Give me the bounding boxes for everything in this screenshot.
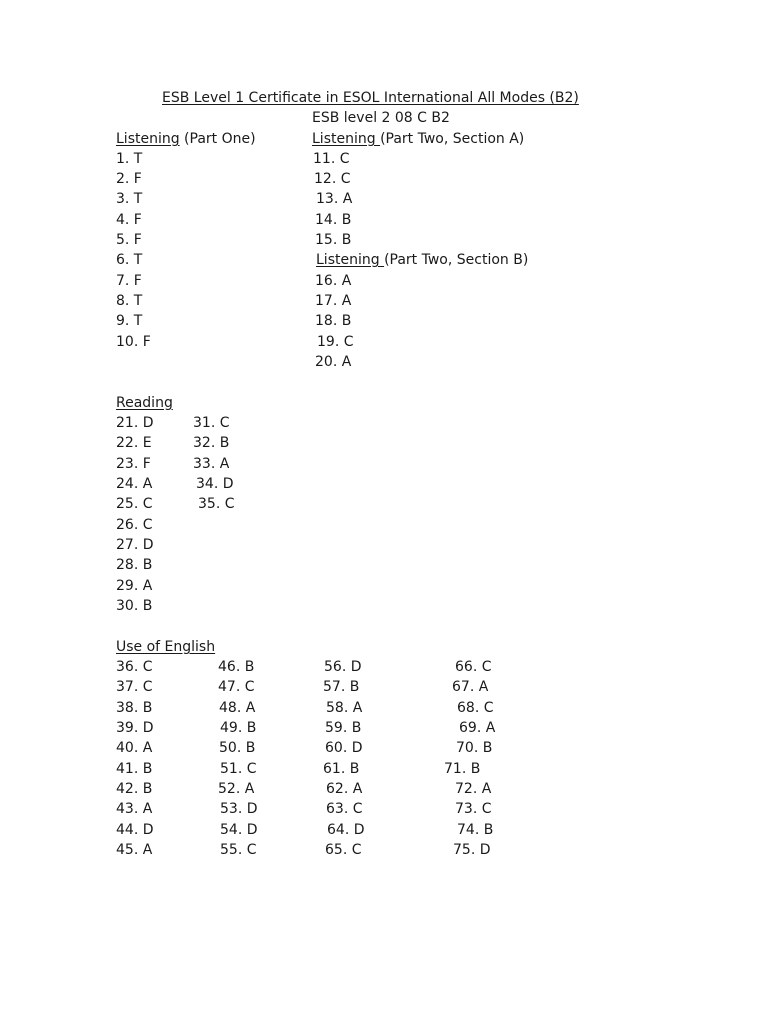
reading-heading: Reading bbox=[116, 395, 173, 411]
answer-item: 40. A bbox=[116, 740, 153, 756]
answer-item: 49. B bbox=[220, 720, 257, 736]
listening-part-one-heading bbox=[116, 129, 256, 149]
answer-item: 10. F bbox=[116, 334, 151, 350]
answer-item: 18. B bbox=[315, 313, 352, 329]
answer-item: 17. A bbox=[315, 293, 352, 309]
answer-item: 5. F bbox=[116, 232, 142, 248]
answer-item: 61. B bbox=[323, 761, 360, 777]
answer-item: 29. A bbox=[116, 578, 153, 594]
answer-item: 75. D bbox=[453, 842, 491, 858]
answer-item: 51. C bbox=[220, 761, 257, 777]
answer-item: 55. C bbox=[220, 842, 257, 858]
listening-part-two-a-heading bbox=[312, 129, 524, 149]
answer-item: 1. T bbox=[116, 151, 143, 167]
answer-item: 59. B bbox=[325, 720, 362, 736]
answer-item: 71. B bbox=[444, 761, 481, 777]
document-title: ESB Level 1 Certificate in ESOL International All Modes (B2) bbox=[162, 90, 579, 106]
answer-item: 28. B bbox=[116, 557, 153, 573]
answer-item: 14. B bbox=[315, 212, 352, 228]
answer-item: 9. T bbox=[116, 313, 143, 329]
answer-item: 73. C bbox=[455, 801, 492, 817]
answer-item: 11. C bbox=[313, 151, 350, 167]
answer-item: 56. D bbox=[324, 659, 362, 675]
answer-item: 64. D bbox=[327, 822, 365, 838]
answer-item: 15. B bbox=[315, 232, 352, 248]
answer-item: 21. D bbox=[116, 415, 154, 431]
answer-item: 3. T bbox=[116, 191, 143, 207]
listening-part-one-heading-label: Listening bbox=[116, 131, 180, 147]
answer-item: 31. C bbox=[193, 415, 230, 431]
answer-item: 60. D bbox=[325, 740, 363, 756]
answer-item: 2. F bbox=[116, 171, 142, 187]
answer-item: 6. T bbox=[116, 252, 143, 268]
answer-item: 12. C bbox=[314, 171, 351, 187]
answer-item: 50. B bbox=[219, 740, 256, 756]
answer-item: 36. C bbox=[116, 659, 153, 675]
answer-item: 68. C bbox=[457, 700, 494, 716]
answer-item: 53. D bbox=[220, 801, 258, 817]
answer-item: 26. C bbox=[116, 517, 153, 533]
answer-item: 27. D bbox=[116, 537, 154, 553]
answer-item: 32. B bbox=[193, 435, 230, 451]
answer-item: 24. A bbox=[116, 476, 153, 492]
answer-item: 13. A bbox=[316, 191, 353, 207]
answer-item: 23. F bbox=[116, 456, 151, 472]
answer-item: 43. A bbox=[116, 801, 153, 817]
answer-item: 37. C bbox=[116, 679, 153, 695]
answer-item: 70. B bbox=[456, 740, 493, 756]
answer-item: 42. B bbox=[116, 781, 153, 797]
answer-item: 46. B bbox=[218, 659, 255, 675]
listening-part-two-a-heading-label: Listening bbox=[312, 131, 381, 147]
answer-item: 57. B bbox=[323, 679, 360, 695]
answer-item: 38. B bbox=[116, 700, 153, 716]
answer-item: 66. C bbox=[455, 659, 492, 675]
listening-part-two-b-heading bbox=[316, 250, 528, 270]
answer-item: 72. A bbox=[455, 781, 492, 797]
answer-item: 44. D bbox=[116, 822, 154, 838]
answer-item: 35. C bbox=[198, 496, 235, 512]
answer-item: 20. A bbox=[315, 354, 352, 370]
answer-item: 22. E bbox=[116, 435, 152, 451]
answer-item: 30. B bbox=[116, 598, 153, 614]
answer-item: 25. C bbox=[116, 496, 153, 512]
listening-part-one-heading-suffix: (Part One) bbox=[179, 131, 256, 147]
answer-item: 47. C bbox=[218, 679, 255, 695]
answer-item: 65. C bbox=[325, 842, 362, 858]
listening-part-two-b-heading-suffix: (Part Two, Section B) bbox=[384, 252, 529, 268]
answer-item: 39. D bbox=[116, 720, 154, 736]
answer-item: 52. A bbox=[218, 781, 255, 797]
answer-item: 34. D bbox=[196, 476, 234, 492]
answer-item: 45. A bbox=[116, 842, 153, 858]
answer-item: 33. A bbox=[193, 456, 230, 472]
answer-item: 7. F bbox=[116, 273, 142, 289]
listening-part-two-b-heading-label: Listening bbox=[316, 252, 385, 268]
answer-item: 4. F bbox=[116, 212, 142, 228]
answer-item: 74. B bbox=[457, 822, 494, 838]
answer-item: 16. A bbox=[315, 273, 352, 289]
answer-item: 62. A bbox=[326, 781, 363, 797]
document-subtitle: ESB level 2 08 C B2 bbox=[312, 110, 450, 126]
answer-item: 54. D bbox=[220, 822, 258, 838]
use-of-english-heading: Use of English bbox=[116, 639, 216, 655]
answer-item: 63. C bbox=[326, 801, 363, 817]
answer-item: 58. A bbox=[326, 700, 363, 716]
answer-item: 48. A bbox=[219, 700, 256, 716]
answer-item: 8. T bbox=[116, 293, 143, 309]
listening-part-two-a-heading-suffix: (Part Two, Section A) bbox=[380, 131, 525, 147]
answer-item: 19. C bbox=[317, 334, 354, 350]
answer-item: 67. A bbox=[452, 679, 489, 695]
answer-item: 41. B bbox=[116, 761, 153, 777]
answer-item: 69. A bbox=[459, 720, 496, 736]
